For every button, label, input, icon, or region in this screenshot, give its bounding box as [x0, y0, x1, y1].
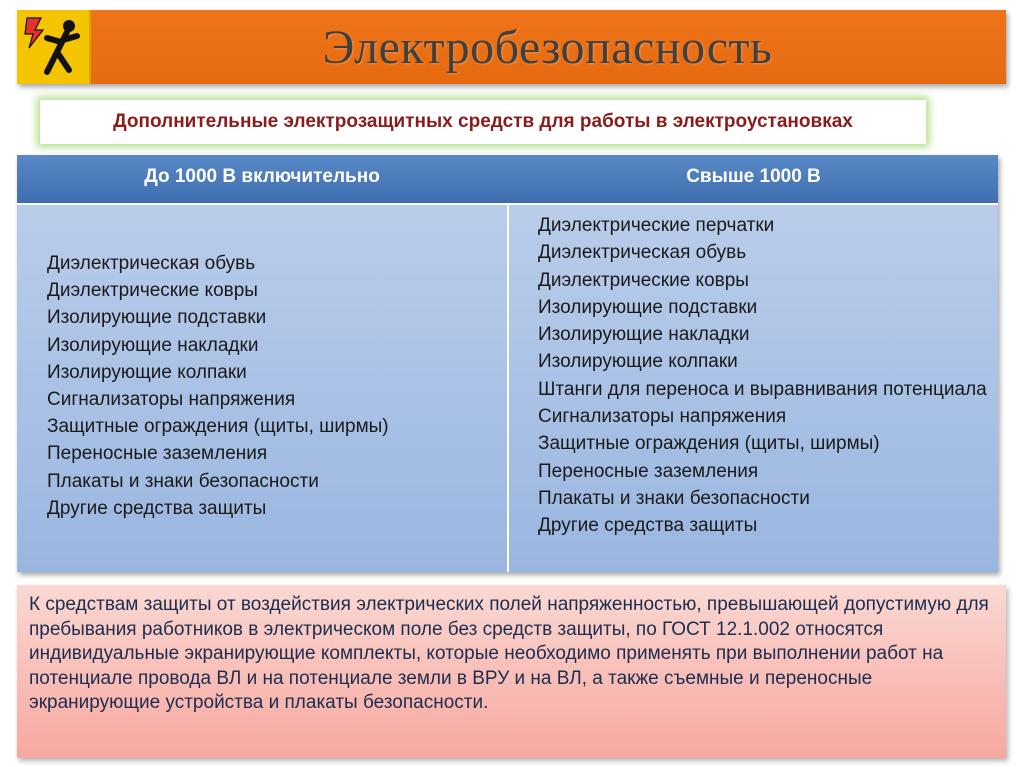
list-item: Изолирующие накладки — [47, 334, 259, 356]
table-header-row — [17, 155, 998, 205]
list-item: Диэлектрическая обувь — [538, 242, 747, 264]
list-item: Плакаты и знаки безопасности — [538, 487, 810, 509]
column-divider — [507, 205, 509, 572]
list-item: Сигнализаторы напряжения — [47, 389, 296, 411]
list-item: Диэлектрическая обувь — [47, 253, 256, 274]
list-item: Изолирующие подставки — [538, 296, 758, 318]
over-1000v-list — [518, 212, 988, 540]
note-box — [17, 585, 1006, 758]
section-subtitle: Дополнительные электрозащитных средств для работы в электроустановках — [40, 100, 926, 144]
warning-pictogram — [17, 10, 89, 84]
list-item: Изолирующие колпаки — [47, 361, 247, 383]
list-item: Штанги для переноса и выравнивания потенциала — [538, 378, 987, 400]
list-item: Другие средства защиты — [47, 497, 267, 519]
title-bar — [17, 10, 1006, 84]
note-text: К средствам защиты от воздействия электрических полей напряженностью, превышающей допустимую для пребывания работников в электрическом поле без средств защиты, по ГОСТ 12.1.002 относятся индивидуальные экранирующие комплекты, которые необходимо применять при выполнении работ на потенциале провода ВЛ и на потенциале земли в ВРУ и на ВЛ, а также съемные и переносные экранирующие устройства и плакаты безопасности. — [29, 594, 989, 713]
list-item: Другие средства защиты — [538, 515, 758, 537]
electric-shock-warning-icon — [17, 10, 91, 84]
list-item: Защитные ограждения (щиты, ширмы) — [538, 433, 880, 455]
column-heading-up-to-1000v: До 1000 В включительно — [144, 166, 380, 187]
list-item: Сигнализаторы напряжения — [538, 406, 787, 428]
list-item: Плакаты и знаки безопасности — [47, 470, 319, 492]
table-body-row — [17, 205, 998, 572]
list-item: Переносные заземления — [538, 460, 759, 482]
protection-means-table — [17, 155, 998, 572]
page-title: Электробезопасность — [322, 20, 773, 74]
up-to-1000v-list — [47, 250, 487, 522]
list-item: Изолирующие накладки — [538, 324, 750, 346]
list-item: Диэлектрические перчатки — [538, 215, 775, 236]
list-item: Диэлектрические ковры — [47, 280, 258, 302]
list-item: Изолирующие колпаки — [538, 351, 738, 373]
list-item: Переносные заземления — [47, 443, 268, 465]
list-item: Диэлектрические ковры — [538, 269, 749, 291]
list-item: Защитные ограждения (щиты, ширмы) — [47, 416, 389, 438]
list-item: Изолирующие подставки — [47, 307, 267, 329]
column-heading-over-1000v: Свыше 1000 В — [686, 166, 821, 187]
